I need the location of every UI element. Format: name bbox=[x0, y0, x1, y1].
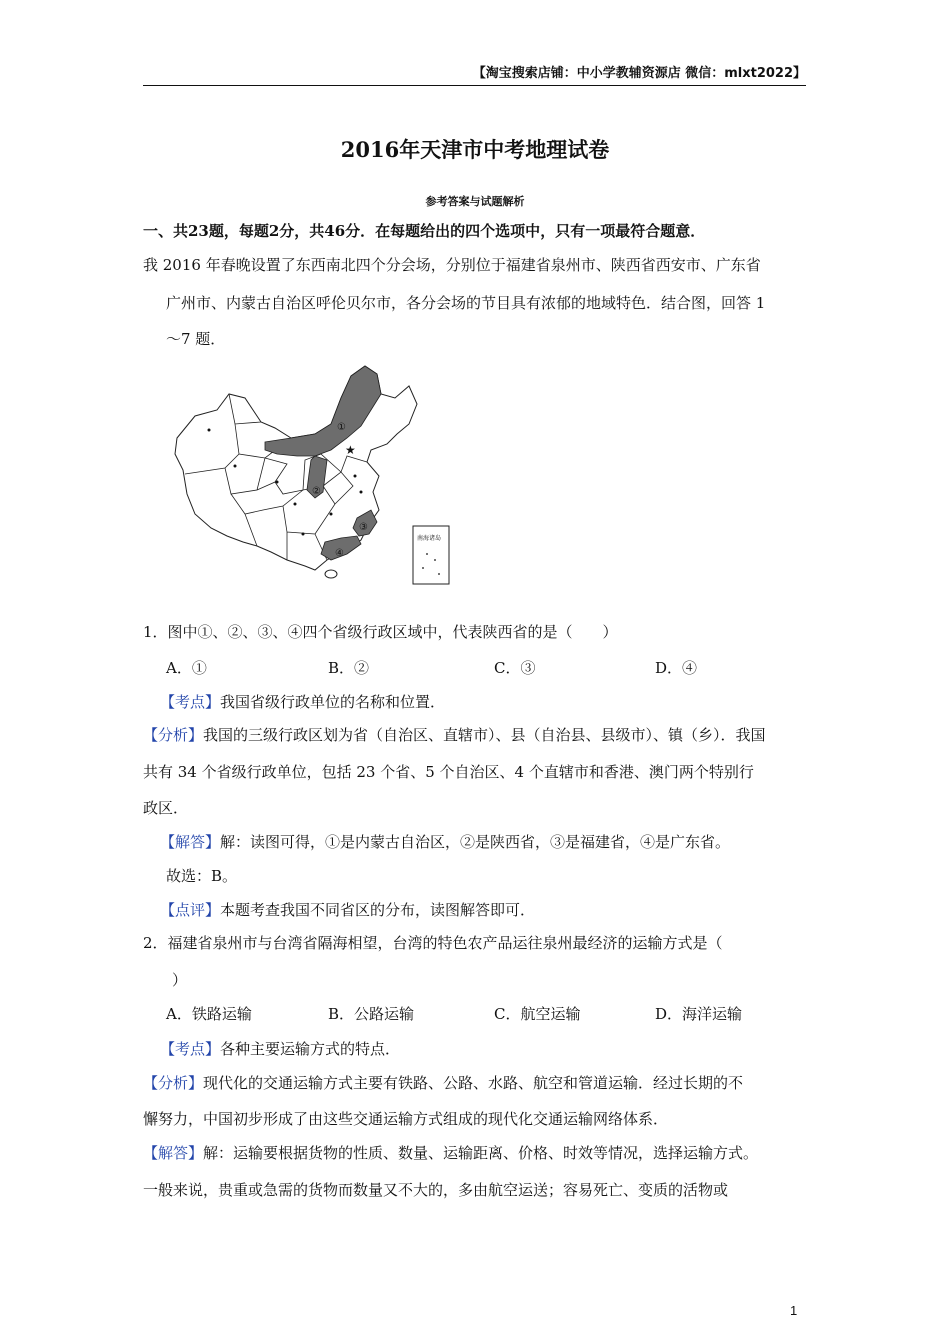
inset-label: 南海诸岛 bbox=[417, 535, 442, 542]
q1-option-c: C．③ bbox=[494, 659, 536, 677]
q2-stem-2: ） bbox=[172, 971, 188, 989]
q2-stem-1: 2．福建省泉州市与台湾省隔海相望，台湾的特色农产品运往泉州最经济的运输方式是（ bbox=[143, 934, 723, 952]
map-label-2: ② bbox=[312, 486, 321, 497]
page-number: 1 bbox=[790, 1303, 798, 1318]
map-label-4: ④ bbox=[335, 548, 344, 559]
q2-fenxi-1: 【分析】现代化的交通运输方式主要有铁路、公路、水路、航空和管道运输．经过长期的不 bbox=[143, 1074, 744, 1092]
dianping-tag: 【点评】 bbox=[160, 901, 221, 919]
china-province-map bbox=[165, 364, 455, 588]
china-outline bbox=[175, 366, 417, 570]
q1-jieda-2: 故选：B。 bbox=[166, 867, 238, 885]
q1-fenxi-1: 【分析】我国的三级行政区划为省（自治区、直辖市）、县（自治县、县级市）、镇（乡）．我国 bbox=[143, 726, 766, 744]
header-note: 【淘宝搜索店铺：中小学教辅资源店 微信：mlxt2022】 bbox=[472, 66, 806, 81]
q1-fenxi-2: 共有 34 个省级行政单位，包括 23 个省、5 个自治区、4 个直辖市和香港、澳门两个特别行 bbox=[143, 763, 754, 781]
hainan-island bbox=[325, 570, 337, 578]
page-subtitle: 参考答案与试题解析 bbox=[425, 195, 525, 208]
section-heading: 一、共23题，每题2分，共46分．在每题给出的四个选项中，只有一项最符合题意． bbox=[143, 222, 706, 240]
intro-line-3: ～7 题． bbox=[166, 330, 226, 348]
q1-fenxi-3: 政区． bbox=[143, 799, 189, 817]
kaodian-tag: 【考点】 bbox=[160, 1040, 221, 1058]
q2-option-a: A．铁路运输 bbox=[166, 1005, 252, 1023]
q2-jieda-1: 【解答】解：运输要根据货物的性质、数量、运输距离、价格、时效等情况，选择运输方式。 bbox=[143, 1144, 759, 1162]
q1-option-b: B．② bbox=[328, 659, 370, 677]
q2-kaodian: 【考点】各种主要运输方式的特点． bbox=[160, 1040, 401, 1058]
intro-line-1: 我 2016 年春晚设置了东西南北四个分会场，分别位于福建省泉州市、陕西省西安市、广东省 bbox=[143, 256, 761, 274]
q1-dianping: 【点评】本题考查我国不同省区的分布，读图解答即可． bbox=[160, 901, 536, 919]
capital-star-icon: ★ bbox=[345, 443, 356, 457]
q1-jieda-1: 【解答】解：读图可得，①是内蒙古自治区，②是陕西省，③是福建省，④是广东省。 bbox=[160, 833, 731, 851]
q2-fenxi-2: 懈努力，中国初步形成了由这些交通运输方式组成的现代化交通运输网络体系． bbox=[143, 1110, 669, 1128]
q1-option-a: A．① bbox=[166, 659, 207, 677]
map-label-3: ③ bbox=[359, 522, 368, 533]
q1-kaodian: 【考点】我国省级行政单位的名称和位置． bbox=[160, 693, 446, 711]
jieda-tag: 【解答】 bbox=[160, 833, 221, 851]
map-label-1: ① bbox=[337, 422, 346, 433]
q1-stem: 1．图中①、②、③、④四个省级行政区域中，代表陕西省的是（ ） bbox=[143, 623, 618, 641]
q2-option-d: D．海洋运输 bbox=[655, 1005, 743, 1023]
jieda-tag: 【解答】 bbox=[143, 1144, 204, 1162]
page-title: 2016年天津市中考地理试卷 bbox=[340, 137, 610, 162]
q1-option-d: D．④ bbox=[655, 659, 698, 677]
intro-line-2: 广州市、内蒙古自治区呼伦贝尔市，各分会场的节目具有浓郁的地域特色．结合图，回答 1 bbox=[166, 294, 766, 312]
kaodian-tag: 【考点】 bbox=[160, 693, 221, 711]
q2-option-c: C．航空运输 bbox=[494, 1005, 581, 1023]
header-divider bbox=[143, 85, 806, 86]
q2-jieda-2: 一般来说，贵重或急需的货物而数量又不大的，多由航空运送；容易死亡、变质的活物或 bbox=[143, 1181, 729, 1199]
q2-option-b: B．公路运输 bbox=[328, 1005, 415, 1023]
fenxi-tag: 【分析】 bbox=[143, 1074, 204, 1092]
fenxi-tag: 【分析】 bbox=[143, 726, 204, 744]
